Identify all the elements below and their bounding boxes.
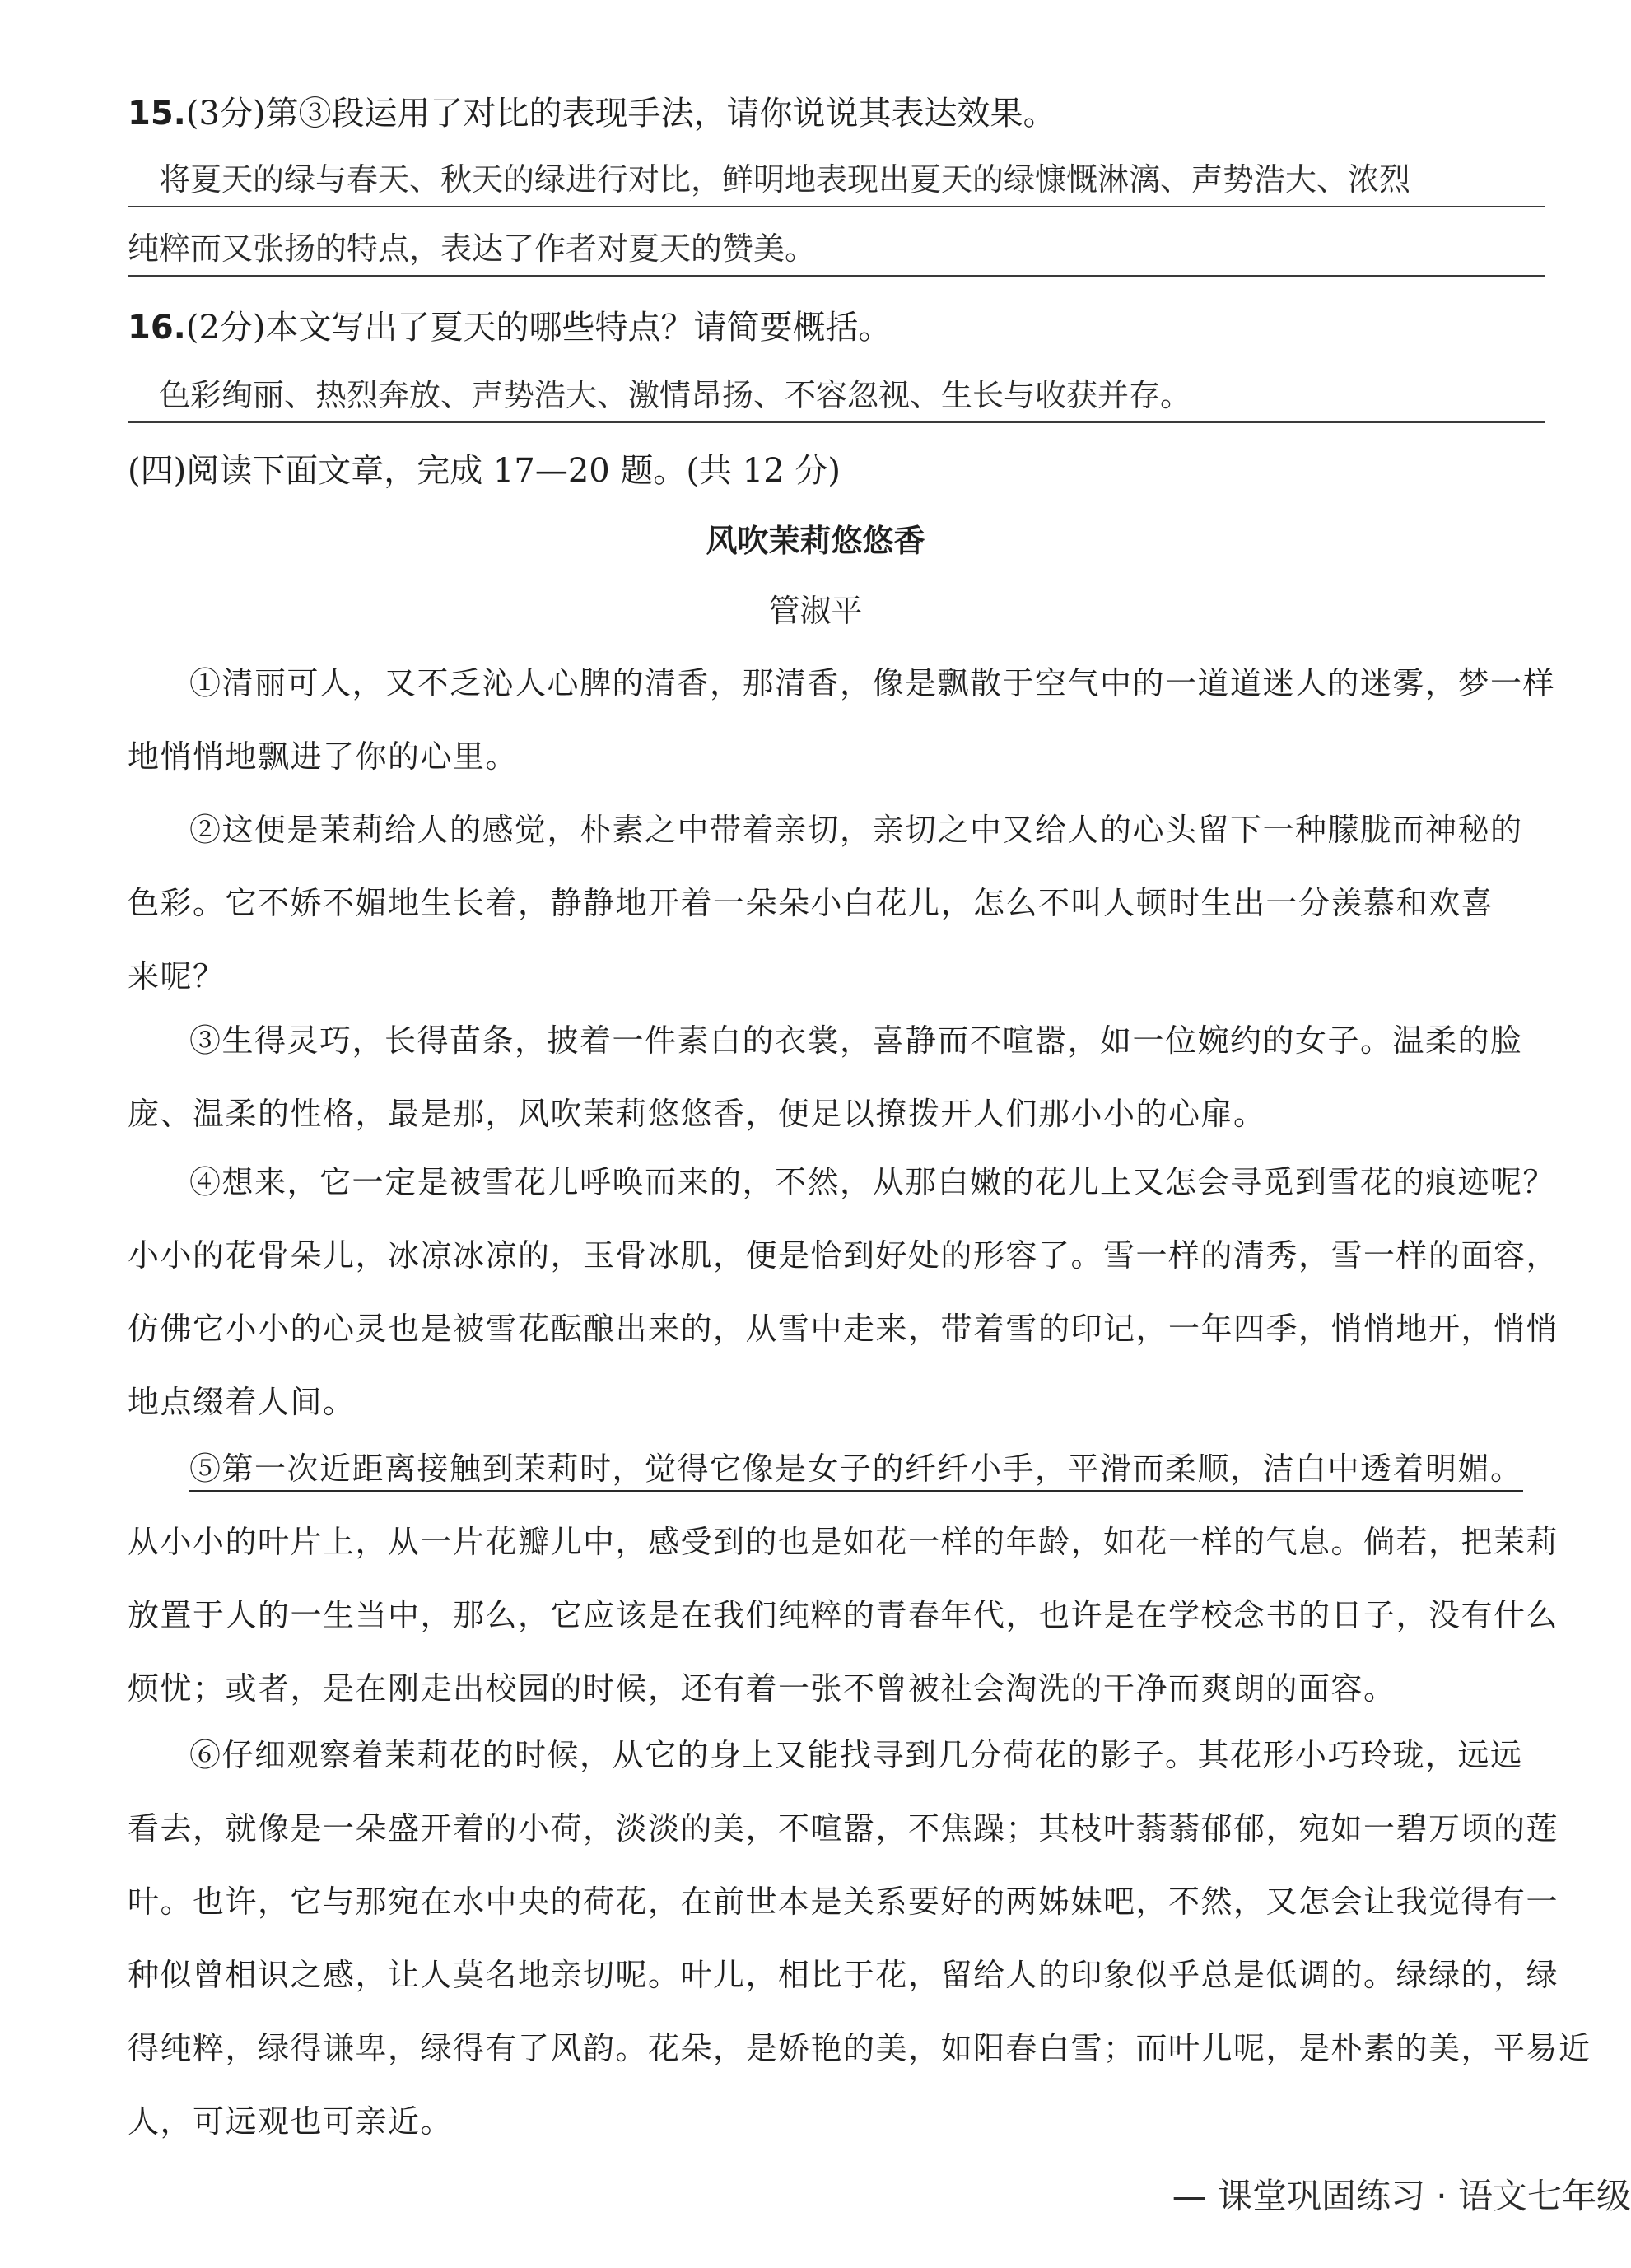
paragraph-line: 来呢？ bbox=[128, 958, 226, 994]
paragraph-line: 叶。也许，它与那宛在水中央的荷花，在前世本是关系要好的两姊妹吧，不然，又怎会让我觉得有一 bbox=[128, 1884, 1559, 1920]
question-15-text: (3分)第③段运用了对比的表现手法，请你说说其表达效果。 bbox=[185, 95, 1056, 133]
paragraph-line: 种似曾相识之感，让人莫名地亲切呢。叶儿，相比于花，留给人的印象似乎总是低调的。绿绿的，绿 bbox=[128, 1957, 1559, 1993]
paragraph-line: ③生得灵巧，长得苗条，披着一件素白的衣裳，喜静而不喧嚣，如一位婉约的女子。温柔的脸 bbox=[189, 1022, 1523, 1059]
paragraph-line: ④想来，它一定是被雪花儿呼唤而来的，不然，从那白嫩的花儿上又怎会寻觅到雪花的痕迹呢？ bbox=[189, 1164, 1556, 1200]
paragraph-line: 放置于人的一生当中，那么，它应该是在我们纯粹的青春年代，也许是在学校念书的日子，没有什么 bbox=[128, 1597, 1559, 1633]
paragraph-line: 得纯粹，绿得谦卑，绿得有了风韵。花朵，是娇艳的美，如阳春白雪；而叶儿呢，是朴素的美，平易近 bbox=[128, 2030, 1591, 2066]
question-15 bbox=[128, 92, 1056, 135]
question-16-number: 16. bbox=[128, 309, 186, 347]
paragraph-line: 烦忧；或者，是在刚走出校园的时候，还有着一张不曾被社会淘洗的干净而爽朗的面容。 bbox=[128, 1670, 1396, 1707]
answer-line bbox=[128, 138, 1545, 207]
paragraph-line: 色彩。它不娇不媚地生长着，静静地开着一朵朵小白花儿，怎么不叫人顿时生出一分羡慕和欢喜 bbox=[128, 885, 1494, 921]
paragraph-5 bbox=[128, 1432, 1559, 1725]
paragraph-line: 人，可远观也可亲近。 bbox=[128, 2103, 454, 2140]
answer-text: 将夏天的绿与春天、秋天的绿进行对比，鲜明地表现出夏天的绿慷慨淋漓、声势浩大、浓烈 bbox=[159, 161, 1411, 198]
answer-text: 纯粹而又张扬的特点，表达了作者对夏天的赞美。 bbox=[128, 231, 817, 267]
question-16-answer bbox=[128, 354, 1545, 423]
underlined-sentence: ⑤第一次近距离接触到茉莉时，觉得它像是女子的纤纤小手，平滑而柔顺，洁白中透着明媚。 bbox=[189, 1451, 1523, 1492]
paragraph-line: 看去，就像是一朵盛开着的小荷，淡淡的美，不喧嚣，不焦躁；其枝叶蓊蓊郁郁，宛如一碧万顷的莲 bbox=[128, 1810, 1559, 1847]
paragraph-line: ②这便是茉莉给人的感觉，朴素之中带着亲切，亲切之中又给人的心头留下一种朦胧而神秘的 bbox=[189, 812, 1523, 848]
answer-line bbox=[128, 207, 1545, 277]
article-author: 管淑平 bbox=[768, 593, 863, 629]
question-16 bbox=[128, 306, 892, 349]
paragraph-line: 小小的花骨朵儿，冰凉冰凉的，玉骨冰肌，便是恰到好处的形容了。雪一样的清秀，雪一样的面容， bbox=[128, 1237, 1559, 1274]
paragraph-line: 从小小的叶片上，从一片花瓣儿中，感受到的也是如花一样的年龄，如花一样的气息。倘若，把茉莉 bbox=[128, 1524, 1559, 1560]
section-heading: (四)阅读下面文章，完成 17—20 题。(共 12 分) bbox=[128, 452, 841, 490]
paragraph-line: ⑥仔细观察着茉莉花的时候，从它的身上又能找寻到几分荷花的影子。其花形小巧玲珑，远远 bbox=[189, 1737, 1523, 1773]
paragraph-1 bbox=[128, 647, 1556, 794]
page-footer: — 课堂巩固练习 · 语文七年级 bbox=[1172, 2176, 1631, 2216]
paragraph-2 bbox=[128, 794, 1545, 1013]
question-16-text: (2分)本文写出了夏天的哪些特点？请简要概括。 bbox=[185, 309, 892, 347]
answer-text: 色彩绚丽、热烈奔放、声势浩大、激情昂扬、不容忽视、生长与收获并存。 bbox=[159, 377, 1192, 413]
paragraph-line: ①清丽可人，又不乏沁人心脾的清香，那清香，像是飘散于空气中的一道道迷人的迷雾，梦一样 bbox=[189, 665, 1556, 701]
paragraph-line bbox=[128, 1432, 1545, 1506]
paragraph-line: 地点缀着人间。 bbox=[128, 1384, 356, 1420]
paragraph-line: 地悄悄地飘进了你的心里。 bbox=[128, 738, 519, 775]
paragraph-line: 庞、温柔的性格，最是那，风吹茉莉悠悠香，便足以撩拨开人们那小小的心扉。 bbox=[128, 1096, 1266, 1132]
paragraph-line: 仿佛它小小的心灵也是被雪花酝酿出来的，从雪中走来，带着雪的印记，一年四季，悄悄地开，悄悄 bbox=[128, 1311, 1559, 1347]
paragraph-4 bbox=[128, 1146, 1559, 1439]
question-15-answer bbox=[128, 138, 1545, 277]
paragraph-3 bbox=[128, 1004, 1545, 1151]
question-15-number: 15. bbox=[128, 95, 186, 133]
article-title: 风吹茉莉悠悠香 bbox=[706, 523, 925, 559]
paragraph-6 bbox=[128, 1719, 1591, 2159]
answer-line bbox=[128, 354, 1545, 423]
